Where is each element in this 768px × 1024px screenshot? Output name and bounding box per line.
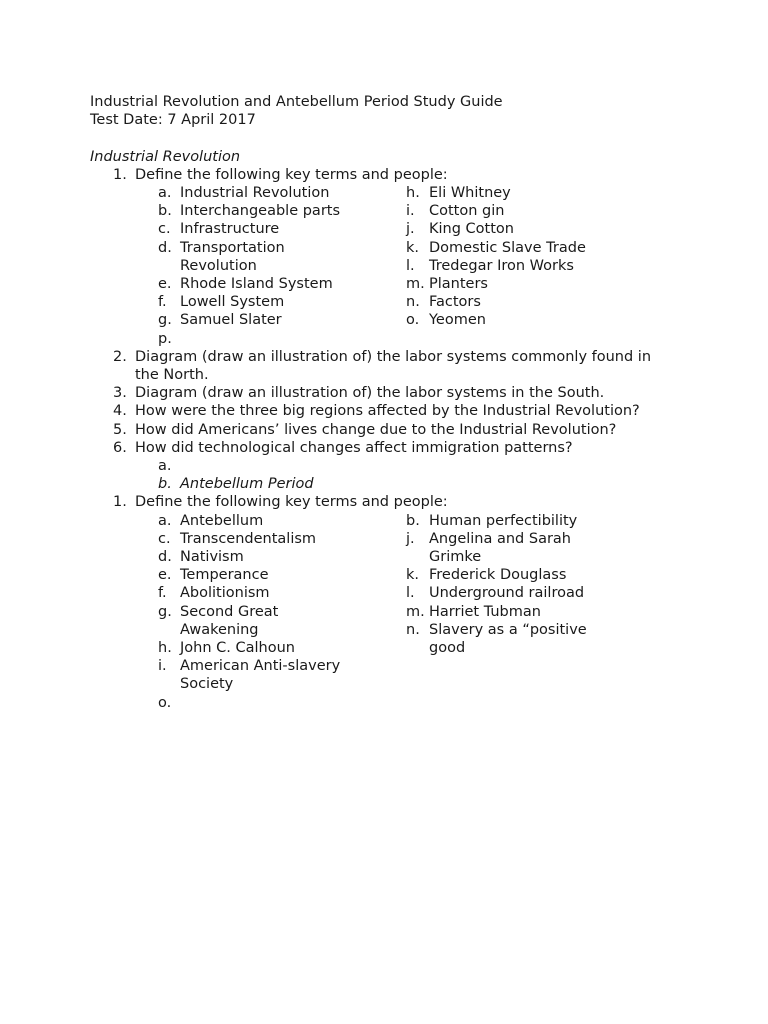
list-item: f. Lowell System <box>158 294 285 311</box>
question-number: 2. <box>113 348 127 365</box>
question-text: Define the following key terms and people: <box>135 494 448 511</box>
question-number: 1. <box>113 166 127 183</box>
list-item: f. Abolitionism <box>158 585 270 602</box>
list-item: j. Angelina and Sarah Grimke <box>406 530 571 566</box>
list-item: p. <box>158 330 172 347</box>
spacer <box>90 129 690 147</box>
question-number: 4. <box>113 403 127 420</box>
question-number: 6. <box>113 439 127 456</box>
question-text: Diagram (draw an illustration of) the labor systems commonly found in <box>135 348 652 365</box>
list-item: a. <box>158 458 172 475</box>
list-item: k. Domestic Slave Trade <box>406 239 586 256</box>
list-item: m. Planters <box>406 276 488 293</box>
antebellum-terms-columns <box>90 512 690 712</box>
list-item: n. Factors <box>406 294 481 311</box>
list-item: e. Temperance <box>158 567 269 584</box>
list-item: d. Nativism <box>158 549 244 566</box>
list-item: h. Eli Whitney <box>406 185 511 201</box>
list-item: g. Second Great Awakening <box>158 603 279 638</box>
section-heading-industrial-revolution: Industrial Revolution <box>90 148 241 165</box>
antebellum-question-1 <box>90 493 690 511</box>
question-text: Diagram (draw an illustration of) the labor systems in the South. <box>135 385 605 402</box>
list-item: c. Infrastructure <box>158 221 280 238</box>
list-item: o. Yeomen <box>406 312 486 329</box>
question-text-continued: the North. <box>135 367 209 384</box>
question-number: 1. <box>113 494 127 511</box>
section-heading-antebellum-period: b. Antebellum Period <box>158 476 314 493</box>
list-item: k. Frederick Douglass <box>406 567 567 584</box>
question-text: How were the three big regions affected by the Industrial Revolution? <box>135 403 640 420</box>
list-item: d. Transportation Revolution <box>158 239 285 274</box>
question-6 <box>90 439 690 457</box>
list-item: a. Antebellum <box>158 512 264 529</box>
list-item: o. <box>158 694 172 711</box>
question-text: How did technological changes affect immigration patterns? <box>135 439 573 456</box>
key-terms-columns <box>90 184 690 348</box>
document-title: Industrial Revolution and Antebellum Period Study Guide <box>90 94 503 110</box>
question-4 <box>90 402 690 420</box>
list-item: j. King Cotton <box>406 221 514 238</box>
antebellum-terms-left-column <box>90 512 406 712</box>
list-item: l. Tredegar Iron Works <box>406 257 574 274</box>
list-item: e. Rhode Island System <box>158 276 333 293</box>
list-item: a. Industrial Revolution <box>158 185 330 201</box>
question-2 <box>90 348 690 384</box>
list-item: c. Transcendentalism <box>158 530 317 547</box>
list-item: b. Interchangeable parts <box>158 203 341 220</box>
study-guide-page <box>90 93 690 712</box>
list-item: i. American Anti-slavery Society <box>158 658 341 693</box>
list-item: g. Samuel Slater <box>158 312 282 329</box>
list-item: b. Human perfectibility <box>406 512 578 529</box>
test-date: Test Date: 7 April 2017 <box>90 112 256 129</box>
list-item: n. Slavery as a “positive good <box>406 621 587 657</box>
list-item: h. John C. Calhoun <box>158 640 295 657</box>
question-number: 5. <box>113 421 127 438</box>
question-number: 3. <box>113 385 127 402</box>
question-3 <box>90 384 690 402</box>
antebellum-terms-right-column <box>406 512 626 712</box>
list-item: i. Cotton gin <box>406 203 505 220</box>
question-text: How did Americans’ lives change due to the Industrial Revolution? <box>135 421 617 438</box>
list-item: m. Harriet Tubman <box>406 603 541 620</box>
question-1 <box>90 166 690 184</box>
key-terms-left-column <box>90 184 406 348</box>
question-text: Define the following key terms and people: <box>135 166 448 183</box>
question-5 <box>90 421 690 439</box>
list-item: l. Underground railroad <box>406 585 585 602</box>
key-terms-right-column <box>406 184 626 348</box>
